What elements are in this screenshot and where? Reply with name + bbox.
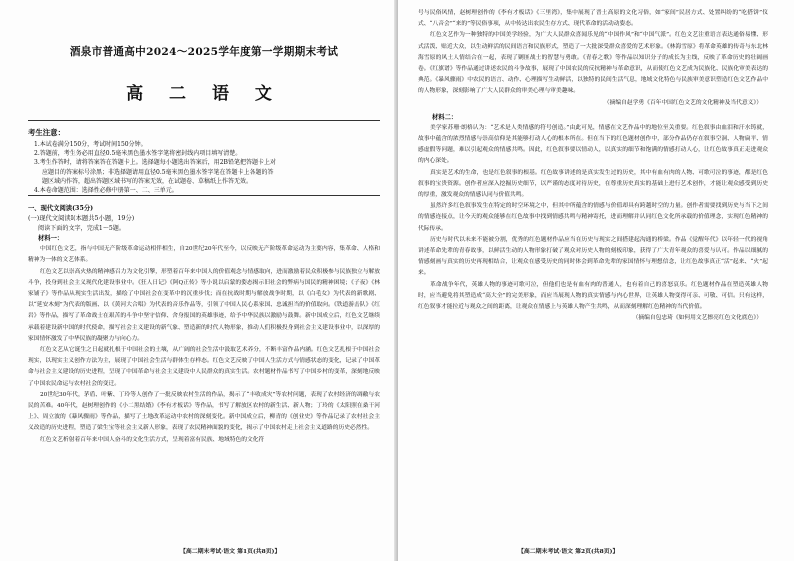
passage-paragraph: 号与民俗风情，赵树理创作的《李有才板话》《三里湾》，集中展现了晋土高原的文化习俗，如“家间”民居方式、处置纠纷的“吃搭饼”仪式、“八音会”“来的”等民俗事项，从中传达出农民生存方式、现代革命的活动动姿态。 <box>418 10 768 28</box>
passage-paragraph: 红色文艺以崇高火热的精神感召力为文化引擎，形塑着百年来中国人的价值观念与情感取向，进而激励着民众积极参与民族独立与解放斗争，投身到社会主义现代化建设事业中。《狂人日记》《阿Q正传》等小说以启蒙的姿态揭示旧社会的弊病与国民的精神困境；《子夜》《林家铺子》等作品从现实生活出发，描绘了中国社会在变革中的沉重步伐；而在抗战时期与解放战争时期，以《白毛女》为代表的新歌剧、以“延安木刻”为代表的版画、以《黄河大合唱》为代表的音乐作品等，引领了中国人民心系家国、忠诚担当的价值取向。《铁道游击队》《红岩》等作品，描写了革命战士在艰苦的斗争中坚守信仰、舍身报国的英雄事迹，给予中华民族以激励与鼓舞。新中国成立后，红色文艺继续承载着建设新中国的时代使命，描写社会主义建设的新气象、塑造新的时代人物形象，推动人们积极投身到社会主义建设事业中，以深厚的家国情怀激发了中华民族的凝聚力与向心力。 <box>28 268 380 342</box>
note-line: 应题目的答案标号涂黑；非选择题请用直径0.5毫米黑色墨水签字笔在答题卡上各题的答 <box>42 168 274 176</box>
notes-heading: 考生注意： <box>28 128 65 137</box>
reading-instruction: 阅读下面的文字，完成1～5题。 <box>38 225 125 233</box>
page-footer: 【高二期末考试·语文 第1页(共8页)】 <box>180 548 281 555</box>
material-label: 材料二： <box>432 113 458 121</box>
passage-paragraph: 20世纪30年代，茅盾、叶紫、丁玲等人创作了一批反映农村生活的作品，揭示了“丰收成灾”等农村问题，表现了农村经济的凋敝与农民的苦难。40年代，赵树理创作的《小二黑结婚》《李有才板话》等作品，书写了解放区农村的新生活、新人物；丁玲的《太阳照在桑干河上》、周立波的《暴风骤雨》等作品，描写了土地改革运动中农村的深刻变化。新中国成立后，柳青的《创业史》等作品记录了农村社会主义改造的历史进程，塑造了梁生宝等社会主义新人形象，表现了农民精神面貌的变化，揭示了中国农村走上社会主义道路的历史必然性。 <box>28 391 380 432</box>
passage-paragraph: 红色文艺从它诞生之日起就扎根于中国社会的土壤，从广阔的社会生活中汲取艺术养分，不断丰富作品内涵。红色文艺扎根于中国社会现实，以现实主义创作方法为主，展现了中国社会生活与群体生存样态。红色文艺反映了中国人生活方式与情感状态的变化，记录了中国革命与社会主义建设的历史进程，呈现了中国革命与社会主义建设中人民群众的真实生活。农村题材作品书写了中国乡村的变革，深刻地反映了中国农民命运与农村社会的变迁。 <box>28 347 380 387</box>
header-divider <box>28 120 380 121</box>
passage-paragraph: 美学家苏珊·朗格认为：“艺术是人类情感的符号创造。”由此可见，情感在文艺作品中的地位至关重要。红色叙事由血泪和汗水铸就，故事中蕴含的浓烈情感与崇高信仰是其能够打动人心的根本所在。但在当下的红色题材创作中，部分作品仍存在叙事空洞、人物扁平、情感虚假等问题，难以引起观众的情感共鸣。因此，红色叙事要以情动人，以真实的细节和饱满的情感打动人心，让红色故事真正走进观众的内心深处。 <box>418 124 768 165</box>
exam-page-2 <box>398 0 794 561</box>
note-line: 1.本试卷满分150分，考试时间150分钟。 <box>34 141 147 148</box>
passage-paragraph: 历史与时代以未来不能被分割，优秀的红色题材作品应当在历史与现实之间搭建起沟通的桥梁。作品《觉醒年代》以年轻一代的视角讲述革命先辈的青春故事，以鲜活生动的人物形象打破了观众对历史人物的刻板印象，获得了广大青年观众的喜爱与认可。作品以细腻的情感刻画与真实的历史再现相结合，让观众在感受历史的同时体会到革命先辈的家国情怀与理想信念，让红色故事真正“活”起来、“火”起来。 <box>418 236 768 277</box>
exam-title: 酒泉市普通高中2024～2025学年度第一学期期末考试 <box>69 46 339 58</box>
note-line: 3.考生作答时，请将答案答在答题卡上。选择题每小题选出答案后，用2B铅笔把答题卡上对 <box>34 159 276 167</box>
note-line: 4.本卷命题范围：选择性必修中册第一、二、三单元。 <box>34 187 178 195</box>
page-footer: 【高二期末考试·语文 第2页(共8页)】 <box>518 548 619 555</box>
source-citation: （摘编自包忠琦《如何用文艺擦亮红色文化底色》） <box>632 315 762 322</box>
section-heading: 一、现代文阅读(35分) <box>28 205 94 213</box>
note-line: 2.答题前，考生务必用直径0.5毫米黑色墨水签字笔将密封线内项目填写清楚。 <box>34 150 242 158</box>
source-citation: （摘编自赵学勇《百年中国红色文艺的文化精神及当代意义》） <box>603 99 762 106</box>
passage-paragraph: 虽然许多红色叙事发生在特定的时空环境之中，但其中所蕴含的情感与价值却具有跨越时空的力量。创作者需要找到历史与当下之间的情感连接点，让今天的观众能够在红色故事中找到情感共鸣与精神寄托，进而理解并认同红色文化所承载的价值理念，实现红色精神的代际传承。 <box>418 203 768 232</box>
passage-paragraph: 真实是艺术的生命，也是红色叙事的根基。红色故事讲述的是真实发生过的历史，其中有血有肉的人物、可歌可泣的事迹，都是红色叙事的宝贵资源。创作者应深入挖掘历史细节，以严谨的态度对待历史，在尊重历史真实的基础上进行艺术创作，才能让观众感受到历史的厚重，激发观众的情感认同与价值共鸣。 <box>418 169 768 199</box>
material-label: 材料一： <box>38 235 64 243</box>
passage-paragraph: 中国红色文艺，指与中国无产阶级革命运动相伴相生，自20世纪20年代至今，以反映无产阶级革命运动为主要内容，集革命、人格和精神为一体的文艺体系。 <box>28 246 380 264</box>
passage-paragraph: 红色文艺作为一种独特的中国美学经验，为广大人民群众喜闻乐见的“中国作风”和“中国气派”。红色文艺注重语言表达通俗易懂、形式活泼、贴近大众，以生动鲜活的民间语言和民族形式，塑造了一大批深受群众喜爱的艺术形象。《林海雪原》将革命英雄的传奇与东北林海雪原的风土人情结合在一起，表现了剿匪战士的智慧与勇敢。《青春之歌》等作品以知识分子的成长为主线，反映了革命历史的壮阔画卷。《红旗谱》等作品通过讲述农民的斗争故事，展现了中国农民的反抗精神与革命意识，从而使红色文艺成为民族化、民族化审美表达的典范。《暴风骤雨》中农民的语言、动作、心理描写生动鲜活，以独特的民间生活气息，地域文化特色与民族审美意识塑造红色文艺作品中的人物形象，深刻影响了广大人民群众的审美心理与审美趣味。 <box>418 32 768 95</box>
notes-divider <box>28 195 380 196</box>
note-line-emphasis: 题区域内作答，超出答题区域书写的答案无效，在试题卷、草稿纸上作答无效。 <box>42 177 253 185</box>
passage-paragraph: 革命战争年代，英雄人物的事迹可歌可泣，但他们也是有血有肉的普通人，也有着自己的喜怒哀乐。红色题材作品在塑造英雄人物时，应当避免将其塑造成“高大全”的完美形象，而应当展现人物的真实情感与内心世界，让英雄人物变得可亲、可敬、可信。只有这样，红色叙事才能拉近与观众之间的距离，让观众在情感上与英雄人物产生共鸣，从而深刻理解红色精神的当代价值。 <box>418 281 768 311</box>
sub-section-heading: (一)现代文阅读Ⅰ(本题共5小题，19分) <box>28 215 135 223</box>
passage-paragraph: 红色文艺析射着百年来中国人奋斗的文化生活方式，呈现着富有民族、地域特色的文化符 <box>40 436 265 443</box>
subject-title: 高 二 语 文 <box>126 84 282 104</box>
